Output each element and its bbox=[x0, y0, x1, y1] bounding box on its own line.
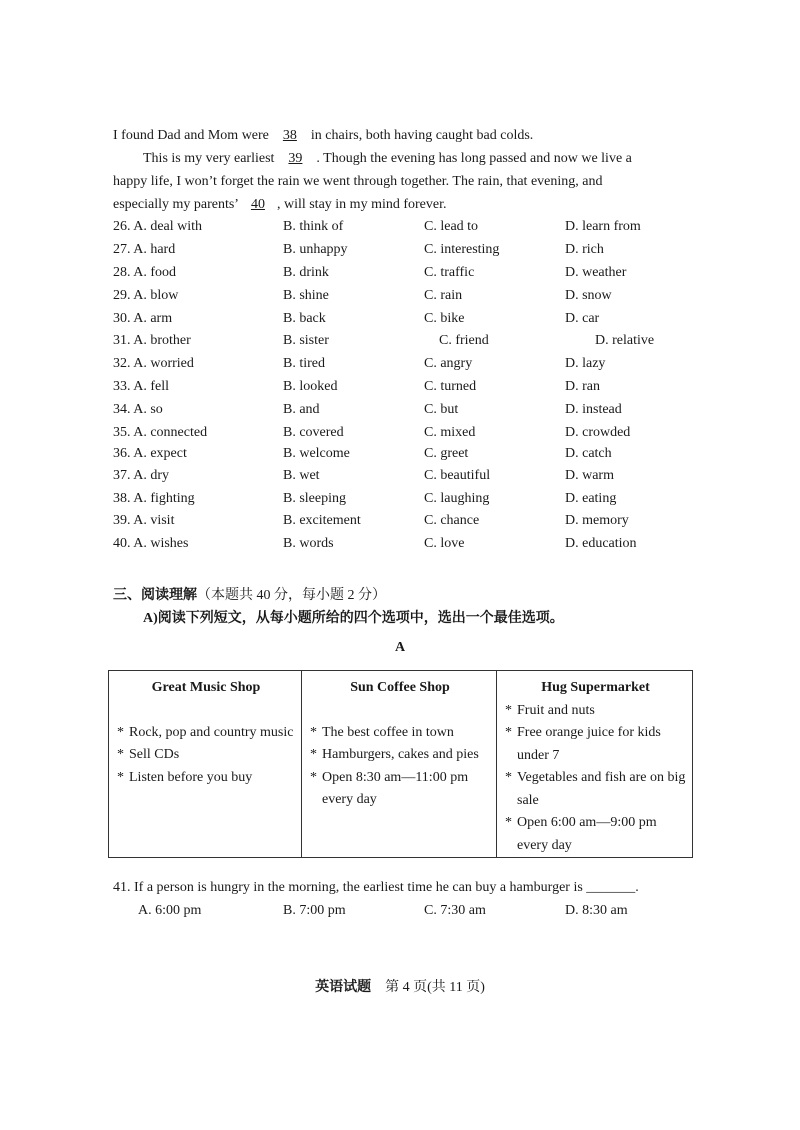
supermarket-feature: * Free orange juice for kids under 7 bbox=[505, 722, 686, 767]
option-d: D. learn from bbox=[565, 219, 641, 234]
section-title-rest: （本题共 40 分，每小题 2 分） bbox=[197, 588, 386, 603]
option-a: 38. A. fighting bbox=[113, 491, 195, 506]
coffee-feature: * The best coffee in town bbox=[310, 722, 490, 745]
option-b: B. and bbox=[283, 402, 320, 417]
option-row bbox=[113, 242, 713, 262]
option-row bbox=[113, 379, 713, 399]
option-c: C. lead to bbox=[424, 219, 479, 234]
option-c: C. friend bbox=[439, 333, 489, 348]
option-d: D. relative bbox=[595, 333, 655, 348]
option-row bbox=[113, 402, 713, 422]
option-a: 39. A. visit bbox=[113, 513, 175, 528]
option-b: B. looked bbox=[283, 379, 338, 394]
option-c: C. love bbox=[424, 536, 465, 551]
question-41-options bbox=[113, 903, 713, 923]
option-a: 37. A. dry bbox=[113, 468, 169, 483]
option-a: 36. A. expect bbox=[113, 446, 187, 461]
star-icon: * bbox=[117, 747, 124, 762]
option-a: 28. A. food bbox=[113, 265, 176, 280]
supermarket-cell bbox=[497, 671, 693, 858]
option-d: D. instead bbox=[565, 402, 622, 417]
supermarket-title: Hug Supermarket bbox=[541, 680, 650, 695]
option-d: D. snow bbox=[565, 288, 612, 303]
option-b: B. shine bbox=[283, 288, 329, 303]
star-icon: * bbox=[505, 702, 512, 718]
option-b: B. sister bbox=[283, 333, 329, 348]
option-a: 35. A. connected bbox=[113, 425, 208, 440]
option-a: 32. A. worried bbox=[113, 356, 194, 371]
option-row bbox=[113, 446, 713, 466]
section-instruction: A)阅读下列短文，从每小题所给的四个选项中，选出一个最佳选项。 bbox=[143, 611, 564, 626]
blank-38: 38 bbox=[282, 128, 297, 143]
option-b: B. tired bbox=[283, 356, 325, 371]
passage-text: I found Dad and Mom were bbox=[113, 128, 269, 143]
option-b: B. sleeping bbox=[283, 491, 346, 506]
coffee-feature: * Open 8:30 am—11:00 pm every day bbox=[310, 767, 490, 812]
footer-subject: 英语试题 bbox=[315, 980, 372, 995]
music-feature: * Listen before you buy bbox=[117, 767, 295, 790]
passage-line-2 bbox=[143, 151, 632, 167]
option-d: D. weather bbox=[565, 265, 627, 280]
shops-table bbox=[108, 670, 693, 858]
option-c: C. 7:30 am bbox=[424, 903, 486, 918]
option-c: C. angry bbox=[424, 356, 473, 371]
option-row bbox=[113, 219, 713, 239]
option-b: B. welcome bbox=[283, 446, 350, 461]
option-d: D. lazy bbox=[565, 356, 606, 371]
option-c: C. but bbox=[424, 402, 459, 417]
option-b: B. wet bbox=[283, 468, 320, 483]
option-a: A. 6:00 pm bbox=[138, 903, 202, 918]
option-a: 34. A. so bbox=[113, 402, 163, 417]
option-c: C. greet bbox=[424, 446, 469, 461]
option-d: D. crowded bbox=[565, 425, 631, 440]
option-d: D. memory bbox=[565, 513, 629, 528]
option-c: C. bike bbox=[424, 311, 465, 326]
option-b: B. unhappy bbox=[283, 242, 348, 257]
coffee-feature: * Hamburgers, cakes and pies bbox=[310, 744, 490, 767]
passage-text: , will stay in my mind forever. bbox=[276, 197, 447, 212]
supermarket-feature: * Open 6:00 am—9:00 pm every day bbox=[505, 812, 686, 857]
option-b: B. think of bbox=[283, 219, 344, 234]
option-a: 33. A. fell bbox=[113, 379, 169, 394]
section-title bbox=[113, 584, 386, 604]
star-icon: * bbox=[505, 770, 512, 785]
coffee-shop-title: Sun Coffee Shop bbox=[350, 680, 450, 695]
option-a: 27. A. hard bbox=[113, 242, 176, 257]
option-b: B. excitement bbox=[283, 513, 361, 528]
star-icon: * bbox=[310, 747, 317, 762]
option-row bbox=[113, 311, 713, 331]
music-feature: * Sell CDs bbox=[117, 744, 295, 767]
option-row bbox=[113, 265, 713, 285]
option-a: 30. A. arm bbox=[113, 311, 173, 326]
option-d: D. ran bbox=[565, 379, 600, 394]
option-a: 26. A. deal with bbox=[113, 219, 203, 234]
option-c: C. mixed bbox=[424, 425, 476, 440]
option-c: C. laughing bbox=[424, 491, 490, 506]
option-c: C. rain bbox=[424, 288, 463, 303]
coffee-shop-cell bbox=[302, 671, 497, 858]
option-d: D. rich bbox=[565, 242, 604, 257]
option-d: D. education bbox=[565, 536, 637, 551]
supermarket-feature: * Vegetables and fish are on big sale bbox=[505, 767, 686, 812]
star-icon: * bbox=[505, 725, 512, 740]
option-d: D. warm bbox=[565, 468, 614, 483]
page-footer bbox=[0, 976, 800, 996]
blank-39: 39 bbox=[288, 151, 303, 166]
option-b: B. words bbox=[283, 536, 334, 551]
passage-label: A bbox=[394, 640, 406, 655]
option-c: C. interesting bbox=[424, 242, 500, 257]
star-icon: * bbox=[117, 769, 124, 785]
star-icon: * bbox=[310, 724, 317, 740]
star-icon: * bbox=[310, 769, 317, 785]
passage-line-1 bbox=[113, 128, 533, 144]
music-shop-title: Great Music Shop bbox=[151, 680, 261, 695]
option-d: D. catch bbox=[565, 446, 612, 461]
passage-text: in chairs, both having caught bad colds. bbox=[310, 128, 534, 143]
option-a: 29. A. blow bbox=[113, 288, 179, 303]
passage-text: This is my very earliest bbox=[143, 151, 275, 166]
option-a: 40. A. wishes bbox=[113, 536, 189, 551]
option-row bbox=[113, 536, 713, 556]
music-shop-cell bbox=[109, 671, 302, 858]
passage-line-3: happy life, I won’t forget the rain we went through together. The rain, that evening, and bbox=[113, 174, 603, 189]
passage-line-4 bbox=[113, 197, 446, 213]
option-c: C. chance bbox=[424, 513, 480, 528]
option-d: D. 8:30 am bbox=[565, 903, 628, 918]
footer-page: 第 4 页(共 11 页) bbox=[385, 980, 485, 995]
option-row bbox=[113, 425, 713, 445]
supermarket-feature: * Fruit and nuts bbox=[505, 700, 686, 723]
question-41-stem: 41. If a person is hungry in the morning, the earliest time he can buy a hamburger is _______. bbox=[113, 880, 639, 895]
option-c: C. turned bbox=[424, 379, 477, 394]
option-d: D. eating bbox=[565, 491, 617, 506]
option-b: B. drink bbox=[283, 265, 329, 280]
option-row bbox=[113, 288, 713, 308]
blank-40: 40 bbox=[250, 197, 265, 212]
option-b: B. covered bbox=[283, 425, 344, 440]
star-icon: * bbox=[117, 724, 124, 740]
option-row bbox=[113, 333, 713, 353]
passage-text: . Though the evening has long passed and now we live a bbox=[316, 151, 632, 166]
option-row bbox=[113, 513, 713, 533]
option-a: 31. A. brother bbox=[113, 333, 191, 348]
option-row bbox=[113, 468, 713, 488]
option-row bbox=[113, 491, 713, 511]
option-row bbox=[113, 356, 713, 376]
option-d: D. car bbox=[565, 311, 600, 326]
option-c: C. beautiful bbox=[424, 468, 491, 483]
star-icon: * bbox=[505, 815, 512, 830]
passage-text: especially my parents’ bbox=[113, 197, 239, 212]
option-b: B. back bbox=[283, 311, 326, 326]
option-b: B. 7:00 pm bbox=[283, 903, 346, 918]
section-title-bold: 三、阅读理解 bbox=[113, 588, 197, 603]
music-feature: * Rock, pop and country music bbox=[117, 722, 295, 745]
option-c: C. traffic bbox=[424, 265, 475, 280]
